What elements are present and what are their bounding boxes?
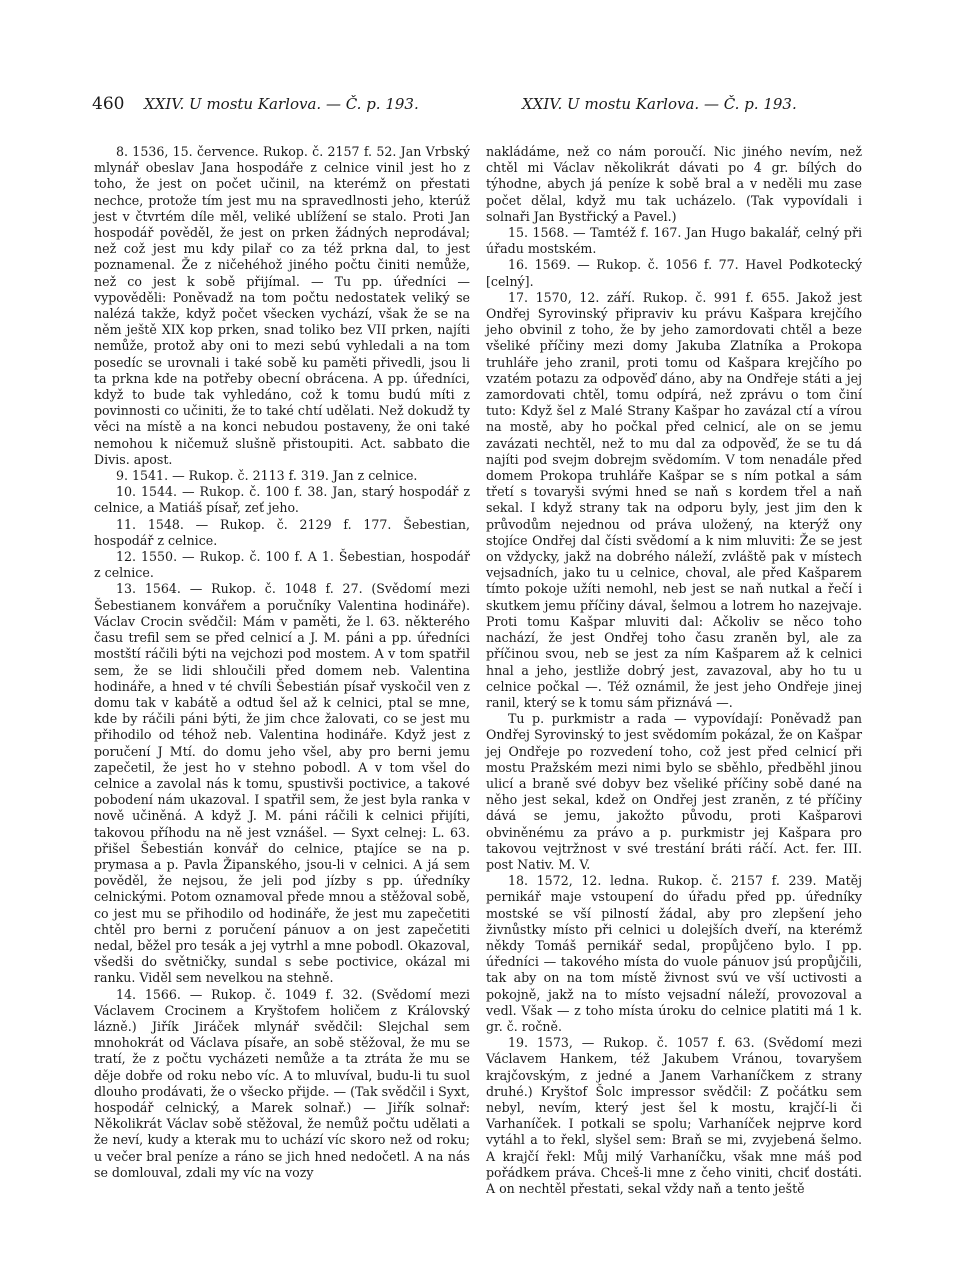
page-header	[92, 94, 882, 120]
entry-17: 17. 1570, 12. září. Rukop. č. 991 f. 655. Jakož jest Ondřej Syrovinský připraviv ku právu Kašpara krejčího jeho obvinil z toho, že by jeho zamordovati chtěl a beze všeliké příčiny mezi domy Jakuba Zlatníka a Prokopa truhláře jeho zranil, proti tomu od Kašpara krejčího po vzatém potazu za odpověď dáno, aby na Ondřeje státi a jej zamordovati chtěl, tomu odpírá, než zprávu o tom činí tuto: Když šel z Malé Strany Kašpar ho zavázal ctí a vírou na mostě, aby ho počkal před celnicí, ale on se jemu zavázati nechtěl, než to mu dal za odpověď, že se tu dá najíti pod svejm dobrejm svědomím. V tom nenadále před domem Prokopa truhláře Kašpar se s ním potkal a sám třetí s tovaryši svými hned se naň s kordem třel a naň sekal. I když strany tak na odporu byly, jest jim den k průvodům nejednou od práva uložený, na kterýž ony stojíce Ondřej dal čísti svědomí a k nim mluviti: Že se jest on vždycky, jakž na dobrého náleží, zvláště pak v místech vejsadních, jako tu u celnice, choval, ale před Kašparem tímto pokoje užíti nemohl, neb jest se naň nutkal a řečí i skutkem jemu příčiny dával, šelmou a lotrem ho nazejvaje. Proti tomu Kašpar mluviti dal: Ačkoliv se něco toho nachází, že jest Ondřej toho času zraněn byl, ale za příčinou svou, neb se jest za ním Kašparem až k celnici hnal a jeho, jestliže dobrý jest, zavazoval, aby ho tu u celnice počkal —. Též oznámil, že jest jeho Ondřeje jinej ranil, který se k tomu sám přiznává —.	[486, 289, 862, 710]
entry-18: 18. 1572, 12. ledna. Rukop. č. 2157 f. 239. Matěj pernikář maje vstoupení do úřadu před pp. úředníky mostské se vší pilností žádal, aby pro zlepšení jeho živnůstky místo při celnici u dolejších dveří, na kterémž někdy Tomáš pernikář sedal, propůjčeno bylo. I pp. úředníci — takového místa do vuole pánuov jsú propůjčili, tak aby on na tom místě živnost svú ve vší uctivosti a pokojně, jakž na to místo vejsadní náleží, provozoval a vedl. Však — z toho místa úroku do celnice platiti má 1 k. gr. č. ročně.	[486, 873, 862, 1034]
left-column	[94, 144, 470, 1181]
entry-12: 12. 1550. — Rukop. č. 100 f. A 1. Šebestian, hospodář z celnice.	[94, 549, 470, 581]
entry-8: 8. 1536, 15. července. Rukop. č. 2157 f. 52. Jan Vrbský mlynář obeslav Jana hospodáře z celnice vinil jest ho z toho, že jest on počet učinil, na kterémž on přestati nechce, protože tím jest mu na spravedlnosti jeho, kterúž jest v čtvrtém díle měl, veliké ublížení se stalo. Proti Jan hospodář pověděl, že jest on prken žádných neprodával; než což jest mu kdy pilař co za též prkna dal, to jest poznamenal. Že z ničehéhož jiného počtu činiti nemůže, než co jest k sobě přijímal. — Tu pp. úředníci — vypověděli: Poněvadž na tom počtu nedostatek veliký se nalézá takže, když počet všecken vychází, však že se na něm ještě XIX kop prken, snad toliko bez VII prken, najíti nemůže, protož aby oni to mezi sebú vyhledali a na tom posedíc se urovnali i také sobě ku paměti přivedli, jsou li ta prkna kde na potřeby obecní obrácena. A pp. úředníci, když to bude tak vyhledáno, což k tomu budú míti z povinnosti co učiniti, že to také chtí udělati. Než dokudž ty věci na místě a na konci nebudou postaveny, že oni také nemohou k ničemuž slušně přistoupiti. Act. sabbato die Divis. apost.	[94, 144, 470, 467]
page-number: 460	[92, 94, 125, 114]
entry-16: 16. 1569. — Rukop. č. 1056 f. 77. Havel Podkotecký [celný].	[486, 257, 862, 289]
entry-15: 15. 1568. — Tamtéž f. 167. Jan Hugo bakalář, celný při úřadu mostském.	[486, 225, 862, 257]
entry-17-verdict: Tu p. purkmistr a rada — vypovídají: Poněvadž pan Ondřej Syrovinský to jest svědomím pokázal, že on Kašpar jej Ondřeje po rozvedení toho, což jest před celnicí při mostu Pražském mezi nimi bylo se sběhlo, předběhl jinou ulicí a braně své dobyv bez všeliké příčiny sobě dané na něho jest sekal, kdež on Ondřej jest zraněn, z té příčiny dává se jemu, jakožto původu, proti Kašparovi obviněnému za právo a p. purkmistr jej Kašpara pro takovou vejtržnost v své trestání bráti ráčí. Act. fer. III. post Nativ. M. V.	[486, 711, 862, 872]
entry-19: 19. 1573, — Rukop. č. 1057 f. 63. (Svědomí mezi Václavem Hankem, též Jakubem Vránou, tovaryšem krajčovským, z jedné a Janem Varhaníčkem z strany druhé.) Kryštof Šolc impressor svědčil: Z počátku sem nebyl, nevím, který jest šel k mostu, krajčí-li či Varhaníček. I potkali se spolu; Varhaníček nejprve kord vytáhl a to řekl, slyšel sem: Braň se mi, zvyjebená šelmo. A krajčí řekl: Můj milý Varhaníčku, však mne máš pod pořádkem práva. Chceš-li mne z čeho viniti, chciť dostáti. A on nechtěl přestati, sekal vždy naň a tento ještě	[486, 1035, 862, 1196]
entry-14: 14. 1566. — Rukop. č. 1049 f. 32. (Svědomí mezi Václavem Crocinem a Kryštofem holičem z Královský lázně.) Jiřík Jiráček mlynář svědčil: Slejchal sem mnohokrát od Václava písaře, an sobě stěžoval, že mu se tratí, že z počtu vycházeti nemůže a ta ztráta že mu se děje dobře od roku nebo víc. A to mluvíval, budu-li tu suol dlouho prodávati, že o všecko přijde. — (Tak svědčil i Syxt, hospodář celnický, a Marek solnař.) — Jiřík solnař: Několikrát Václav sobě stěžoval, že nemůž počtu udělati a že neví, kudy a kterak mu to uchází víc skoro než od roku; u večer bral peníze a ráno se jich hned nedočetl. A na nás se domlouval, zdali my víc na vozy	[94, 986, 470, 1180]
entry-14-continued: nakládáme, než co nám poroučí. Nic jiného nevím, než chtěl mi Václav několikrát dávati po 4 gr. bílých do týhodne, abych já peníze k sobě bral a v neděli mu zase počet dělal, když mu tak ucházelo. (Tak vypovídali i solnaři Jan Bystřický a Pavel.)	[486, 144, 862, 224]
right-column	[486, 144, 862, 1197]
entry-9: 9. 1541. — Rukop. č. 2113 f. 319. Jan z celnice.	[116, 468, 418, 484]
entry-13: 13. 1564. — Rukop. č. 1048 f. 27. (Svědomí mezi Šebestianem konvářem a poručníky Valentina hodináře). Václav Crocin svědčil: Mám v paměti, že l. 63. některého času trefil sem se před celnicí a J. M. páni a pp. úředníci mostští ráčili býti na vejchozi pod mostem. A v tom spatřil sem, že se lidi shloučili před domem neb. Valentina hodináře, a hned v té chvíli Šebestián písař vyskočil ven z domu tak v kabátě a odtud šel až k celnici, ptal se mne, kde by ráčili páni býti, že jim chce žalovati, co se jest mu přihodilo od téhož neb. Valentina hodináře. Když jest z poručení J Mtí. do domu jeho všel, aby pro berni jemu zapečetil, že jest ho v stehno pobodl. A v tom všel do celnice a zavolal nás k tomu, spustivši poctivice, a takové pobodení nám ukazoval. I spatřil sem, že jest byla ranka v nově učiněná. A když J. M. páni ráčili k celnici přijíti, takovou příhodu na ně jest vznášel. — Syxt celnej: L. 63. přišel Šebestián konvář do celnice, ptajíce se na p. prymasa a p. Pavla Žipanského, jsou-li v celnici. A já sem pověděl, že nejsou, že jeli pod jízby s pp. úředníky celnickými. Potom oznamoval přede mnou a stěžoval sobě, co jest mu se přihodilo od hodináře, že jest mu zapečetiti chtěl pro berni z poručení pánuov a on jest zapečetiti nedal, běžel pro tesák a jej vytrhl a mne pobodl. Okazoval, všedši do světničky, sundal s sebe poctivice, okázal mi ranku. Viděl sem nevelkou na stehně.	[94, 581, 470, 986]
entry-10: 10. 1544. — Rukop. č. 100 f. 38. Jan, starý hospodář z celnice, a Matiáš písař, zeť jeho.	[94, 484, 470, 516]
entry-11: 11. 1548. — Rukop. č. 2129 f. 177. Šebestian, hospodář z celnice.	[94, 516, 470, 548]
running-head-right: XXIV. U mostu Karlova. — Č. p. 193.	[522, 95, 797, 113]
running-head-left: XXIV. U mostu Karlova. — Č. p. 193.	[144, 95, 419, 113]
